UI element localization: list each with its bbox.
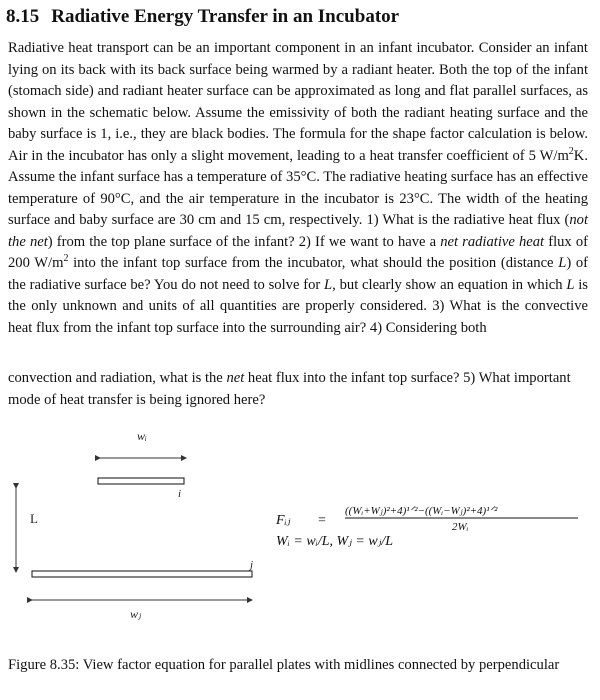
label-L: L: [30, 511, 38, 526]
w-definition: Wᵢ = wᵢ/L, Wⱼ = wⱼ/L: [276, 534, 394, 549]
formula-denominator: 2Wᵢ: [452, 521, 469, 533]
problem-paragraph-continued: convection and radiation, what is the net heat flux into the infant top surface? 5) What important mode of heat transfer is being ignored here?: [8, 370, 571, 408]
formula-numerator: ((Wᵢ+Wⱼ)²+4)¹ᐟ²−((Wᵢ−Wⱼ)²+4)¹ᐟ²: [345, 505, 498, 517]
parallel-plates-figure: [0, 420, 600, 640]
section-title: Radiative Energy Transfer in an Incubator: [51, 6, 400, 27]
label-wi: wᵢ: [137, 429, 147, 443]
label-j: j: [250, 559, 254, 571]
section-number: 8.15: [6, 6, 40, 27]
plate-i: [98, 478, 184, 484]
formula-equals: =: [318, 513, 326, 528]
plate-j: [32, 571, 252, 577]
section-heading: [6, 6, 399, 28]
formula-lhs: Fᵢⱼ: [276, 513, 291, 528]
label-i: i: [178, 488, 182, 500]
figure-caption: Figure 8.35: View factor equation for parallel plates with midlines connected by perpendicular: [8, 657, 560, 673]
label-wj: wⱼ: [130, 607, 142, 621]
problem-paragraph: Radiative heat transport can be an important component in an infant incubator. Consider an infant lying on its back with its back surface being warmed by a radiant heater. Both the top of the infant (stomach side) and radiant heater surface can be approximated as long and flat parallel surfaces, as shown in the schematic below. Assume the emissivity of both the radiant heating surface and the baby surface is 1, i.e., they are black bodies. The formula for the shape factor calculation is below. Air in the incubator has only a slight movement, leading to a heat transfer coefficient of 5 $W/m^2K$. Assume the infant surface has a temperature of 35°C. The radiative heating surface has an effective temperature of 90°C, and the air temperature in the incubator is 23°C. The width of the heating surface and baby surface are 30 cm and 15 cm, respectively. 1) What is the radiative heat flux (not the net) from the top plane surface of the infant? 2) If we want to have a net radiative heat flux of 200 $W/m^2$ into the infant top surface from the incubator, what should the position (distance L) of the radiative surface be? You do not need to solve for L, but clearly show an equation in which L is the only unknown and units of all quantities are properly considered. 3) What is the convective heat flux from the infant top surface into the surrounding air? 4) Considering both: [8, 40, 588, 336]
